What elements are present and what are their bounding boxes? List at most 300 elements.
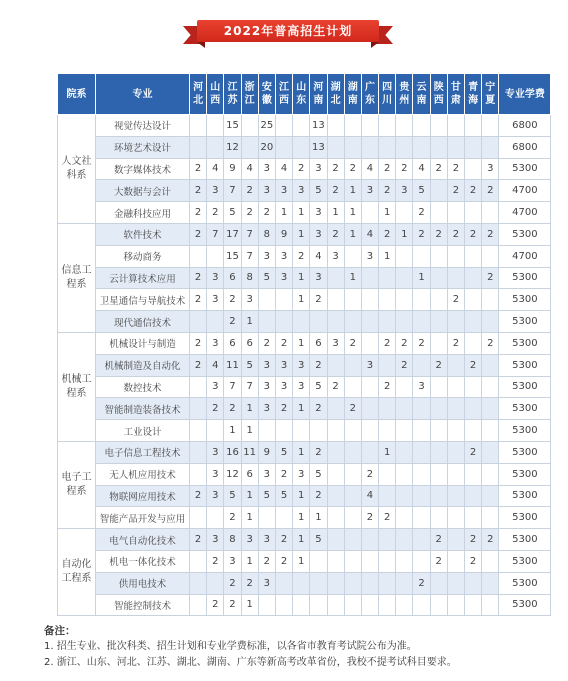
quota-cell <box>447 115 464 137</box>
quota-cell: 2 <box>224 594 241 616</box>
quota-cell: 1 <box>293 223 310 245</box>
quota-cell: 2 <box>190 158 207 180</box>
fee-cell: 5300 <box>499 354 551 376</box>
table-row <box>58 507 551 529</box>
fee-cell: 5300 <box>499 267 551 289</box>
quota-cell: 3 <box>258 245 275 267</box>
quota-cell <box>361 289 378 311</box>
quota-cell: 13 <box>310 115 327 137</box>
quota-cell <box>465 115 482 137</box>
quota-cell: 2 <box>430 529 447 551</box>
quota-cell <box>447 463 464 485</box>
quota-cell: 1 <box>241 485 258 507</box>
major-cell: 云计算技术应用 <box>96 267 190 289</box>
quota-cell: 15 <box>224 115 241 137</box>
quota-cell: 3 <box>482 158 499 180</box>
quota-cell: 2 <box>327 180 344 202</box>
major-cell: 智能制造装备技术 <box>96 398 190 420</box>
quota-cell: 2 <box>258 202 275 224</box>
quota-cell <box>310 311 327 333</box>
quota-cell: 3 <box>293 376 310 398</box>
quota-cell <box>447 398 464 420</box>
quota-cell <box>327 289 344 311</box>
quota-cell <box>344 420 361 442</box>
quota-cell <box>482 202 499 224</box>
quota-cell <box>396 289 413 311</box>
quota-cell <box>447 441 464 463</box>
table-row <box>58 136 551 158</box>
quota-cell <box>344 594 361 616</box>
header-province: 宁夏 <box>482 74 499 115</box>
quota-cell: 3 <box>275 376 292 398</box>
quota-cell: 7 <box>241 223 258 245</box>
table-row <box>58 398 551 420</box>
fee-cell: 5300 <box>499 420 551 442</box>
quota-cell: 2 <box>465 354 482 376</box>
quota-cell: 7 <box>241 245 258 267</box>
quota-cell: 3 <box>207 485 224 507</box>
quota-cell: 4 <box>275 158 292 180</box>
quota-cell <box>310 550 327 572</box>
table-body <box>58 115 551 616</box>
quota-cell <box>361 572 378 594</box>
quota-cell <box>447 136 464 158</box>
quota-cell <box>447 202 464 224</box>
quota-cell <box>396 550 413 572</box>
quota-cell: 5 <box>258 267 275 289</box>
table-row <box>58 420 551 442</box>
quota-cell <box>430 594 447 616</box>
quota-cell <box>396 529 413 551</box>
quota-cell <box>293 420 310 442</box>
quota-cell: 1 <box>293 289 310 311</box>
quota-cell: 5 <box>310 180 327 202</box>
quota-cell: 8 <box>241 267 258 289</box>
fee-cell: 6800 <box>499 136 551 158</box>
quota-cell: 25 <box>258 115 275 137</box>
quota-cell: 8 <box>224 529 241 551</box>
quota-cell: 2 <box>190 180 207 202</box>
quota-cell: 3 <box>207 529 224 551</box>
quota-cell: 2 <box>465 441 482 463</box>
quota-cell: 6 <box>241 332 258 354</box>
quota-cell <box>396 267 413 289</box>
quota-cell <box>190 398 207 420</box>
header-province: 山西 <box>207 74 224 115</box>
quota-cell <box>396 136 413 158</box>
quota-cell: 2 <box>430 158 447 180</box>
quota-cell <box>327 420 344 442</box>
quota-cell <box>413 115 430 137</box>
quota-cell: 1 <box>293 398 310 420</box>
quota-cell: 3 <box>327 245 344 267</box>
quota-cell <box>190 136 207 158</box>
fee-cell: 5300 <box>499 441 551 463</box>
quota-cell: 2 <box>207 202 224 224</box>
quota-cell <box>327 594 344 616</box>
fee-cell: 5300 <box>499 507 551 529</box>
quota-cell <box>430 332 447 354</box>
quota-cell <box>465 398 482 420</box>
enrollment-plan-table <box>57 73 551 616</box>
table-row <box>58 115 551 137</box>
header-province: 湖北 <box>327 74 344 115</box>
header-province: 山东 <box>293 74 310 115</box>
quota-cell: 1 <box>293 550 310 572</box>
quota-cell <box>361 529 378 551</box>
quota-cell: 4 <box>361 485 378 507</box>
quota-cell <box>258 311 275 333</box>
quota-cell: 2 <box>482 529 499 551</box>
major-cell: 电气自动化技术 <box>96 529 190 551</box>
quota-cell: 2 <box>258 550 275 572</box>
quota-cell: 6 <box>224 267 241 289</box>
fee-cell: 4700 <box>499 245 551 267</box>
quota-cell <box>482 398 499 420</box>
quota-cell: 11 <box>224 354 241 376</box>
table-row <box>58 267 551 289</box>
quota-cell <box>413 311 430 333</box>
quota-cell <box>207 115 224 137</box>
quota-cell <box>275 115 292 137</box>
quota-cell: 1 <box>293 202 310 224</box>
quota-cell: 2 <box>275 398 292 420</box>
quota-cell: 3 <box>207 180 224 202</box>
quota-cell <box>482 354 499 376</box>
quota-cell: 6 <box>310 332 327 354</box>
quota-cell <box>413 420 430 442</box>
quota-cell: 1 <box>344 267 361 289</box>
table-row <box>58 572 551 594</box>
quota-cell: 1 <box>293 529 310 551</box>
quota-cell: 3 <box>310 202 327 224</box>
quota-cell: 1 <box>327 202 344 224</box>
quota-cell <box>430 376 447 398</box>
quota-cell <box>430 115 447 137</box>
quota-cell: 5 <box>275 485 292 507</box>
quota-cell <box>482 594 499 616</box>
quota-cell <box>447 529 464 551</box>
quota-cell <box>482 136 499 158</box>
table-row <box>58 594 551 616</box>
quota-cell: 3 <box>275 245 292 267</box>
quota-cell: 3 <box>207 441 224 463</box>
quota-cell: 2 <box>224 311 241 333</box>
quota-cell: 2 <box>465 529 482 551</box>
quota-cell: 12 <box>224 463 241 485</box>
fee-cell: 5300 <box>499 332 551 354</box>
header-province: 河南 <box>310 74 327 115</box>
quota-cell: 7 <box>207 223 224 245</box>
quota-cell <box>413 245 430 267</box>
quota-cell: 2 <box>293 245 310 267</box>
quota-cell: 1 <box>241 398 258 420</box>
fee-cell: 5300 <box>499 594 551 616</box>
quota-cell <box>430 245 447 267</box>
quota-cell <box>396 376 413 398</box>
quota-cell <box>327 463 344 485</box>
quota-cell: 3 <box>224 550 241 572</box>
quota-cell: 4 <box>207 354 224 376</box>
fee-cell: 6800 <box>499 115 551 137</box>
quota-cell <box>258 289 275 311</box>
quota-cell <box>430 507 447 529</box>
quota-cell <box>361 594 378 616</box>
quota-cell: 2 <box>482 223 499 245</box>
page-title: 2022年普高招生计划 <box>197 20 379 42</box>
quota-cell <box>344 441 361 463</box>
quota-cell <box>430 289 447 311</box>
quota-cell <box>447 485 464 507</box>
quota-cell <box>327 115 344 137</box>
major-cell: 机电一体化技术 <box>96 550 190 572</box>
quota-cell: 3 <box>293 180 310 202</box>
quota-cell: 5 <box>310 463 327 485</box>
dept-cell: 人文社科系 <box>58 115 96 224</box>
quota-cell <box>379 311 396 333</box>
quota-cell: 3 <box>293 354 310 376</box>
quota-cell: 1 <box>310 507 327 529</box>
quota-cell <box>190 572 207 594</box>
quota-cell <box>430 311 447 333</box>
quota-cell: 2 <box>482 180 499 202</box>
quota-cell: 3 <box>207 463 224 485</box>
table-row <box>58 245 551 267</box>
quota-cell: 2 <box>310 354 327 376</box>
quota-cell <box>207 311 224 333</box>
quota-cell: 2 <box>310 398 327 420</box>
quota-cell <box>465 158 482 180</box>
quota-cell: 2 <box>379 158 396 180</box>
header-province: 陕西 <box>430 74 447 115</box>
quota-cell <box>344 289 361 311</box>
major-cell: 智能控制技术 <box>96 594 190 616</box>
quota-cell <box>379 485 396 507</box>
quota-cell <box>344 376 361 398</box>
quota-cell <box>396 115 413 137</box>
major-cell: 无人机应用技术 <box>96 463 190 485</box>
quota-cell: 1 <box>344 223 361 245</box>
quota-cell: 2 <box>207 550 224 572</box>
quota-cell: 3 <box>258 398 275 420</box>
quota-cell: 2 <box>310 441 327 463</box>
quota-cell <box>465 463 482 485</box>
table-row <box>58 289 551 311</box>
quota-cell: 2 <box>465 223 482 245</box>
fee-cell: 5300 <box>499 529 551 551</box>
quota-cell: 3 <box>207 289 224 311</box>
quota-cell: 2 <box>224 572 241 594</box>
quota-cell <box>430 485 447 507</box>
quota-cell <box>482 115 499 137</box>
quota-cell <box>447 267 464 289</box>
quota-cell: 2 <box>413 332 430 354</box>
header-province: 贵州 <box>396 74 413 115</box>
quota-cell: 2 <box>327 376 344 398</box>
quota-cell: 2 <box>344 332 361 354</box>
quota-cell: 2 <box>327 223 344 245</box>
quota-cell: 3 <box>361 180 378 202</box>
quota-cell <box>379 354 396 376</box>
quota-cell: 9 <box>258 441 275 463</box>
quota-cell <box>190 550 207 572</box>
table-row <box>58 223 551 245</box>
quota-cell <box>430 136 447 158</box>
quota-cell <box>465 485 482 507</box>
header-province: 云南 <box>413 74 430 115</box>
quota-cell <box>465 289 482 311</box>
quota-cell <box>447 507 464 529</box>
quota-cell: 2 <box>275 463 292 485</box>
quota-cell: 2 <box>241 572 258 594</box>
quota-cell: 5 <box>310 529 327 551</box>
quota-cell <box>275 507 292 529</box>
quota-cell <box>465 376 482 398</box>
quota-cell: 3 <box>275 354 292 376</box>
quota-cell: 1 <box>379 245 396 267</box>
quota-cell: 5 <box>275 441 292 463</box>
notes-section <box>44 623 457 671</box>
quota-cell <box>241 115 258 137</box>
quota-cell: 2 <box>447 180 464 202</box>
quota-cell: 2 <box>241 202 258 224</box>
quota-cell: 2 <box>344 398 361 420</box>
quota-cell: 2 <box>379 507 396 529</box>
quota-cell <box>465 332 482 354</box>
quota-cell: 2 <box>190 267 207 289</box>
quota-cell: 6 <box>241 463 258 485</box>
quota-cell <box>430 463 447 485</box>
quota-cell <box>327 267 344 289</box>
quota-cell <box>190 441 207 463</box>
quota-cell <box>275 289 292 311</box>
quota-cell <box>482 311 499 333</box>
quota-cell <box>413 594 430 616</box>
quota-cell <box>361 441 378 463</box>
notes-title: 备注： <box>44 625 76 637</box>
table-row <box>58 485 551 507</box>
dept-cell: 信息工程系 <box>58 223 96 332</box>
major-cell: 供用电技术 <box>96 572 190 594</box>
quota-cell <box>447 376 464 398</box>
header-province: 四川 <box>379 74 396 115</box>
header-province: 江苏 <box>224 74 241 115</box>
quota-cell <box>293 572 310 594</box>
quota-cell: 1 <box>241 594 258 616</box>
fee-cell: 5300 <box>499 158 551 180</box>
quota-cell: 7 <box>241 376 258 398</box>
quota-cell: 2 <box>447 158 464 180</box>
quota-cell: 3 <box>207 332 224 354</box>
quota-cell <box>430 267 447 289</box>
quota-cell: 2 <box>413 223 430 245</box>
quota-cell: 2 <box>344 158 361 180</box>
quota-cell: 7 <box>224 376 241 398</box>
quota-cell: 2 <box>430 550 447 572</box>
quota-cell <box>482 289 499 311</box>
fee-cell: 5300 <box>499 550 551 572</box>
quota-cell <box>482 572 499 594</box>
table-header-row <box>58 74 551 115</box>
quota-cell <box>447 311 464 333</box>
quota-cell: 3 <box>241 529 258 551</box>
quota-cell <box>396 398 413 420</box>
quota-cell <box>344 136 361 158</box>
quota-cell <box>413 354 430 376</box>
major-cell: 数字媒体技术 <box>96 158 190 180</box>
quota-cell: 1 <box>413 267 430 289</box>
quota-cell: 2 <box>190 354 207 376</box>
major-cell: 卫星通信与导航技术 <box>96 289 190 311</box>
quota-cell <box>344 245 361 267</box>
fee-cell: 5300 <box>499 398 551 420</box>
quota-cell: 2 <box>190 223 207 245</box>
quota-cell: 3 <box>361 354 378 376</box>
quota-cell <box>465 136 482 158</box>
quota-cell <box>447 572 464 594</box>
fee-cell: 5300 <box>499 463 551 485</box>
quota-cell <box>327 485 344 507</box>
major-cell: 大数据与会计 <box>96 180 190 202</box>
table-row <box>58 463 551 485</box>
quota-cell: 2 <box>430 354 447 376</box>
major-cell: 机械设计与制造 <box>96 332 190 354</box>
quota-cell <box>379 136 396 158</box>
quota-cell <box>293 115 310 137</box>
quota-cell: 3 <box>258 572 275 594</box>
quota-cell: 5 <box>413 180 430 202</box>
quota-cell: 5 <box>224 202 241 224</box>
quota-cell <box>310 420 327 442</box>
quota-cell <box>379 594 396 616</box>
quota-cell <box>430 441 447 463</box>
quota-cell <box>190 376 207 398</box>
quota-cell: 2 <box>396 354 413 376</box>
quota-cell: 3 <box>258 180 275 202</box>
quota-cell <box>413 485 430 507</box>
quota-cell <box>258 507 275 529</box>
quota-cell: 2 <box>465 180 482 202</box>
major-cell: 视觉传达设计 <box>96 115 190 137</box>
quota-cell <box>396 311 413 333</box>
quota-cell <box>465 572 482 594</box>
quota-cell <box>465 420 482 442</box>
major-cell: 现代通信技术 <box>96 311 190 333</box>
quota-cell <box>465 245 482 267</box>
quota-cell <box>293 311 310 333</box>
quota-cell: 6 <box>224 332 241 354</box>
major-cell: 金融科技应用 <box>96 202 190 224</box>
header-province: 广东 <box>361 74 378 115</box>
quota-cell <box>396 245 413 267</box>
quota-cell: 1 <box>224 420 241 442</box>
quota-cell <box>482 463 499 485</box>
quota-cell <box>361 420 378 442</box>
quota-cell: 2 <box>327 158 344 180</box>
quota-cell: 1 <box>379 202 396 224</box>
quota-cell: 4 <box>413 158 430 180</box>
quota-cell: 1 <box>293 485 310 507</box>
quota-cell: 2 <box>379 332 396 354</box>
quota-cell: 17 <box>224 223 241 245</box>
quota-cell <box>310 594 327 616</box>
quota-cell <box>413 289 430 311</box>
quota-cell <box>447 354 464 376</box>
major-cell: 环境艺术设计 <box>96 136 190 158</box>
quota-cell: 13 <box>310 136 327 158</box>
header-dept: 院系 <box>58 74 96 115</box>
quota-cell: 5 <box>224 485 241 507</box>
